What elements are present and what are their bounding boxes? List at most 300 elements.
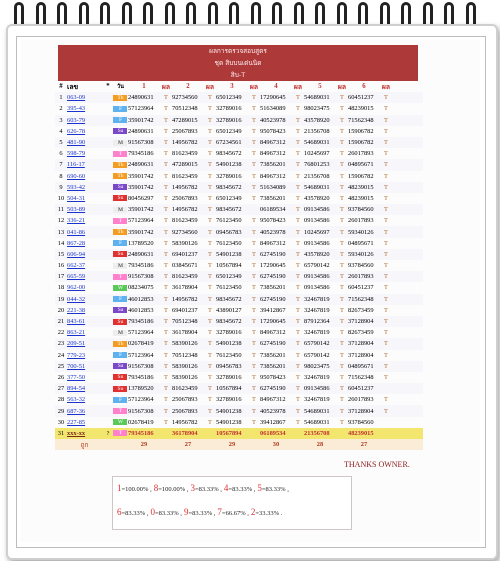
table-row bbox=[55, 249, 423, 260]
ring-icon bbox=[315, 2, 325, 26]
row-mark: T bbox=[296, 217, 300, 225]
row-value: 91567308 bbox=[128, 273, 154, 281]
row-mark: T bbox=[384, 206, 388, 214]
row-day: Th bbox=[113, 95, 127, 101]
row-date-link[interactable]: 227-85 bbox=[67, 418, 86, 426]
row-mark: T bbox=[252, 105, 256, 113]
row-mark: T bbox=[252, 139, 256, 147]
row-mark: T bbox=[296, 150, 300, 158]
row-value: 26017893 bbox=[348, 217, 374, 225]
row-mark: T bbox=[296, 318, 300, 326]
row-value: 62745190 bbox=[260, 340, 286, 348]
row-index: 10 bbox=[57, 194, 65, 202]
total-value: 48239015 bbox=[348, 429, 374, 437]
row-value: 71562348 bbox=[348, 295, 374, 303]
row-mark: T bbox=[252, 127, 256, 135]
row-date-link[interactable]: 843-61 bbox=[67, 318, 86, 326]
row-mark: T bbox=[208, 206, 212, 214]
percent-value: 30 bbox=[272, 441, 280, 449]
total-value: 10567894 bbox=[216, 429, 242, 437]
row-value: 73856201 bbox=[260, 194, 286, 202]
ring-icon bbox=[272, 2, 282, 26]
row-value: 37128904 bbox=[348, 351, 374, 359]
row-value: 32467819 bbox=[304, 295, 330, 303]
row-mark: T bbox=[208, 329, 212, 337]
stat-item bbox=[117, 483, 152, 493]
stat-percent: =83.33% , bbox=[261, 486, 289, 493]
row-value: 43578920 bbox=[304, 194, 330, 202]
row-mark: T bbox=[252, 351, 256, 359]
row-mark: T bbox=[164, 94, 168, 102]
header-mark: ผล bbox=[337, 84, 347, 92]
row-date-link[interactable]: 894-54 bbox=[67, 385, 86, 393]
row-value: 37128904 bbox=[348, 318, 374, 326]
row-mark: T bbox=[340, 340, 344, 348]
row-day: M bbox=[113, 263, 127, 269]
row-date-link[interactable]: 503-89 bbox=[67, 206, 86, 214]
percent-value: 27 bbox=[184, 441, 192, 449]
row-date-link[interactable]: 863-21 bbox=[67, 329, 86, 337]
row-mark: T bbox=[384, 139, 388, 147]
row-index: 17 bbox=[57, 273, 65, 281]
row-mark: T bbox=[252, 172, 256, 180]
row-mark: T bbox=[296, 306, 300, 314]
row-value: 57123964 bbox=[128, 396, 154, 404]
row-value: 84967312 bbox=[260, 329, 286, 337]
row-value: 70512348 bbox=[172, 105, 198, 113]
row-mark: T bbox=[340, 239, 344, 247]
ring-icon bbox=[294, 2, 304, 26]
row-value: 93784560 bbox=[348, 206, 374, 214]
row-date-link[interactable]: 867-28 bbox=[67, 239, 86, 247]
row-value: 57123964 bbox=[128, 329, 154, 337]
row-date-link[interactable]: 779-23 bbox=[67, 351, 86, 359]
row-value: 25067893 bbox=[172, 396, 198, 404]
row-day: Su bbox=[113, 374, 127, 380]
row-value: 76801253 bbox=[304, 161, 330, 169]
row-mark: T bbox=[340, 295, 344, 303]
row-mark: T bbox=[164, 250, 168, 258]
ring-icon bbox=[122, 2, 132, 26]
table-row bbox=[55, 92, 423, 103]
row-mark: T bbox=[384, 329, 388, 337]
row-mark: T bbox=[296, 362, 300, 370]
row-index: 22 bbox=[57, 329, 65, 337]
row-value: 84967312 bbox=[260, 139, 286, 147]
row-mark: T bbox=[340, 105, 344, 113]
row-value: 81623459 bbox=[172, 217, 198, 225]
stat-item bbox=[190, 483, 222, 493]
row-value: 76123450 bbox=[216, 351, 242, 359]
row-mark: T bbox=[340, 172, 344, 180]
row-day: F bbox=[113, 106, 127, 112]
row-date-link[interactable]: 563-32 bbox=[67, 396, 86, 404]
table-row bbox=[55, 327, 423, 338]
ring-icon bbox=[466, 2, 476, 26]
row-mark: T bbox=[164, 407, 168, 415]
row-value: 14956782 bbox=[172, 418, 198, 426]
row-value: 60451237 bbox=[348, 284, 374, 292]
table-row bbox=[55, 417, 423, 428]
row-day: T bbox=[113, 218, 127, 224]
row-mark: T bbox=[340, 194, 344, 202]
row-mark: T bbox=[296, 105, 300, 113]
stat-digit: 9 bbox=[183, 507, 189, 517]
row-value: 95078423 bbox=[260, 217, 286, 225]
row-value: 47289015 bbox=[172, 116, 198, 124]
row-mark: T bbox=[384, 194, 388, 202]
row-value: 93784560 bbox=[348, 418, 374, 426]
stat-item bbox=[257, 483, 289, 493]
row-mark: T bbox=[164, 362, 168, 370]
row-mark: T bbox=[164, 373, 168, 381]
row-mark: T bbox=[296, 172, 300, 180]
row-value: 98345672 bbox=[216, 318, 242, 326]
row-date-link[interactable]: 041-86 bbox=[67, 228, 86, 236]
table-row bbox=[55, 338, 423, 349]
row-value: 65012349 bbox=[216, 194, 242, 202]
table-row bbox=[55, 226, 423, 237]
row-mark: T bbox=[296, 228, 300, 236]
header-hash: # bbox=[59, 83, 63, 91]
row-day: Su bbox=[113, 195, 127, 201]
row-date-link[interactable]: 687-36 bbox=[67, 407, 86, 415]
row-mark: T bbox=[384, 217, 388, 225]
stat-item bbox=[223, 483, 256, 493]
row-value: 17290645 bbox=[260, 318, 286, 326]
row-value: 73856201 bbox=[260, 161, 286, 169]
row-date-link[interactable]: 603-79 bbox=[67, 116, 86, 124]
row-value: 79345186 bbox=[128, 262, 154, 270]
row-value: 70512348 bbox=[172, 351, 198, 359]
row-mark: T bbox=[208, 116, 212, 124]
row-mark: T bbox=[252, 385, 256, 393]
row-value: 71562348 bbox=[348, 373, 374, 381]
row-date-link[interactable]: 626-78 bbox=[67, 127, 86, 135]
percent-value: 29 bbox=[228, 441, 236, 449]
row-value: 48239015 bbox=[348, 183, 374, 191]
row-mark: T bbox=[208, 407, 212, 415]
row-date-link[interactable]: 209-51 bbox=[67, 340, 86, 348]
row-value: 32467819 bbox=[304, 306, 330, 314]
row-value: 35901742 bbox=[128, 172, 154, 180]
row-value: 81623459 bbox=[172, 385, 198, 393]
row-mark: T bbox=[296, 206, 300, 214]
row-mark: T bbox=[252, 373, 256, 381]
row-value: 58390126 bbox=[172, 340, 198, 348]
row-value: 09456783 bbox=[216, 362, 242, 370]
row-date-link[interactable]: 395-43 bbox=[67, 105, 86, 113]
row-value: 58390126 bbox=[172, 362, 198, 370]
row-date-link[interactable]: 662-37 bbox=[67, 262, 86, 270]
row-mark: T bbox=[340, 217, 344, 225]
stat-digit: 3 bbox=[190, 483, 195, 493]
row-index: 14 bbox=[57, 239, 65, 247]
row-value: 54901238 bbox=[216, 418, 242, 426]
row-date-link[interactable]: 504-31 bbox=[67, 194, 86, 202]
row-value: 76123450 bbox=[216, 239, 242, 247]
row-mark: T bbox=[296, 94, 300, 102]
row-value: 32789016 bbox=[216, 396, 242, 404]
row-value: 24890631 bbox=[128, 161, 154, 169]
stat-percent: =83.33% , bbox=[194, 486, 222, 493]
row-index: 13 bbox=[57, 228, 65, 236]
row-mark: T bbox=[296, 139, 300, 147]
row-mark: T bbox=[340, 385, 344, 393]
row-date-link[interactable]: 063-09 bbox=[67, 94, 86, 102]
stat-percent: =33.33% . bbox=[255, 510, 283, 517]
row-index: 8 bbox=[59, 172, 63, 180]
ring-icon bbox=[358, 2, 368, 26]
ring-icon bbox=[444, 2, 454, 26]
row-mark: T bbox=[164, 150, 168, 158]
table-row bbox=[55, 193, 423, 204]
row-date-link[interactable]: 665-59 bbox=[67, 273, 86, 281]
row-value: 14956782 bbox=[172, 295, 198, 303]
row-mark: T bbox=[208, 194, 212, 202]
table-row bbox=[55, 282, 423, 293]
row-mark: T bbox=[384, 161, 388, 169]
row-mark: T bbox=[208, 385, 212, 393]
row-index: 30 bbox=[57, 418, 65, 426]
header-mark: ผล bbox=[205, 84, 215, 92]
row-mark: T bbox=[252, 340, 256, 348]
row-value: 13789520 bbox=[128, 239, 154, 247]
stat-percent: =100.00% , bbox=[158, 486, 189, 493]
row-mark: T bbox=[296, 194, 300, 202]
row-value: 26017893 bbox=[348, 273, 374, 281]
stat-percent: =83.33% , bbox=[121, 510, 149, 517]
row-mark: T bbox=[164, 306, 168, 314]
row-value: 32467819 bbox=[304, 373, 330, 381]
row-value: 09456783 bbox=[216, 228, 242, 236]
row-date-link[interactable]: 116-17 bbox=[67, 161, 85, 169]
table-row bbox=[55, 103, 423, 114]
row-day: T bbox=[113, 151, 127, 157]
row-value: 15906782 bbox=[348, 139, 374, 147]
row-mark: T bbox=[384, 396, 388, 404]
stat-item bbox=[153, 483, 189, 493]
row-mark: T bbox=[340, 150, 344, 158]
row-mark: T bbox=[296, 161, 300, 169]
row-value: 46012853 bbox=[128, 306, 154, 314]
row-value: 60451237 bbox=[348, 385, 374, 393]
stat-item bbox=[117, 507, 149, 517]
table-row bbox=[55, 405, 423, 416]
thanks-text: THANKS OWNER. bbox=[344, 460, 410, 469]
row-mark: T bbox=[164, 194, 168, 202]
table-row bbox=[55, 126, 423, 137]
row-day: Sa bbox=[113, 184, 127, 190]
row-mark: T bbox=[340, 329, 344, 337]
row-mark: T bbox=[384, 318, 388, 326]
row-index: 15 bbox=[57, 250, 65, 258]
row-index: 12 bbox=[57, 217, 65, 225]
row-value: 37128904 bbox=[348, 407, 374, 415]
row-mark: T bbox=[208, 340, 212, 348]
stat-percent: =83.33% , bbox=[228, 486, 256, 493]
row-value: 54689031 bbox=[304, 407, 330, 415]
row-mark: T bbox=[340, 94, 344, 102]
row-value: 71562348 bbox=[348, 116, 374, 124]
title-line-2: ชุด สิบบนเด่นนิด bbox=[214, 59, 262, 67]
stats-line-2 bbox=[117, 507, 284, 517]
row-index: 29 bbox=[57, 407, 65, 415]
row-mark: T bbox=[208, 306, 212, 314]
total-value: 06189534 bbox=[260, 429, 286, 437]
row-value: 62745190 bbox=[260, 273, 286, 281]
row-value: 09134586 bbox=[304, 284, 330, 292]
row-value: 69401237 bbox=[172, 250, 198, 258]
row-mark: T bbox=[164, 396, 168, 404]
row-value: 92734560 bbox=[172, 94, 198, 102]
row-day: Su bbox=[113, 251, 127, 257]
row-mark: T bbox=[340, 362, 344, 370]
row-index: 2 bbox=[59, 105, 63, 113]
ring-icon bbox=[208, 2, 218, 26]
row-date-link[interactable]: 700-51 bbox=[67, 362, 86, 370]
row-mark: T bbox=[296, 396, 300, 404]
total-index: 31 bbox=[57, 429, 65, 437]
row-index: 21 bbox=[57, 318, 65, 326]
row-index: 24 bbox=[57, 351, 65, 359]
title-banner bbox=[58, 45, 418, 81]
row-value: 25067893 bbox=[172, 407, 198, 415]
row-value: 73856201 bbox=[260, 362, 286, 370]
row-mark: T bbox=[296, 262, 300, 270]
table-row bbox=[55, 350, 423, 361]
row-value: 62745190 bbox=[260, 295, 286, 303]
row-date-link[interactable]: 481-90 bbox=[67, 139, 86, 147]
table-row bbox=[55, 115, 423, 126]
row-value: 32789016 bbox=[216, 373, 242, 381]
row-date-link[interactable]: 221-38 bbox=[67, 306, 86, 314]
row-mark: T bbox=[208, 318, 212, 326]
row-value: 04895671 bbox=[348, 161, 374, 169]
row-value: 51634089 bbox=[260, 183, 286, 191]
row-value: 14956782 bbox=[172, 139, 198, 147]
row-date-link[interactable]: 336-21 bbox=[67, 217, 86, 225]
row-value: 82673459 bbox=[348, 329, 374, 337]
row-value: 35901742 bbox=[128, 228, 154, 236]
row-mark: T bbox=[164, 217, 168, 225]
stat-item bbox=[217, 507, 249, 517]
row-mark: T bbox=[208, 127, 212, 135]
row-mark: T bbox=[384, 239, 388, 247]
ring-icon bbox=[36, 2, 46, 26]
row-date-link[interactable]: 690-60 bbox=[67, 172, 86, 180]
table-row bbox=[55, 182, 423, 193]
row-mark: T bbox=[340, 139, 344, 147]
row-index: 25 bbox=[57, 362, 65, 370]
row-mark: T bbox=[384, 295, 388, 303]
row-mark: T bbox=[208, 105, 212, 113]
stat-item bbox=[250, 507, 283, 517]
row-mark: T bbox=[384, 127, 388, 135]
row-value: 21356708 bbox=[304, 172, 330, 180]
row-mark: T bbox=[384, 262, 388, 270]
title-line-3: สิบ-T bbox=[230, 71, 246, 79]
table-header bbox=[55, 81, 423, 92]
ring-icon bbox=[380, 2, 390, 26]
row-value: 95078423 bbox=[260, 127, 286, 135]
row-date-link[interactable]: 962-00 bbox=[67, 284, 86, 292]
row-value: 67234561 bbox=[216, 139, 242, 147]
row-value: 21356708 bbox=[304, 127, 330, 135]
row-index: 23 bbox=[57, 340, 65, 348]
row-value: 98345672 bbox=[216, 150, 242, 158]
stat-digit: 6 bbox=[117, 507, 122, 517]
row-index: 9 bbox=[59, 183, 63, 191]
row-value: 59340126 bbox=[348, 228, 374, 236]
total-value: 36178904 bbox=[172, 429, 198, 437]
total-date-link[interactable]: xxx-xx bbox=[67, 429, 86, 437]
row-mark: T bbox=[340, 273, 344, 281]
row-mark: T bbox=[208, 396, 212, 404]
row-mark: T bbox=[296, 407, 300, 415]
stat-percent: =66.67% , bbox=[221, 510, 249, 517]
header-mark: ผล bbox=[293, 84, 303, 92]
row-mark: T bbox=[164, 161, 168, 169]
row-value: 93784560 bbox=[348, 262, 374, 270]
row-value: 48239015 bbox=[348, 105, 374, 113]
row-date-link[interactable]: 593-42 bbox=[67, 183, 86, 191]
row-day: F bbox=[113, 117, 127, 123]
header-col-6: 6 bbox=[362, 83, 366, 91]
row-mark: T bbox=[164, 329, 168, 337]
row-index: 27 bbox=[57, 385, 65, 393]
percent-value: 27 bbox=[360, 441, 368, 449]
table-row bbox=[55, 238, 423, 249]
row-mark: T bbox=[208, 150, 212, 158]
row-value: 47289015 bbox=[172, 161, 198, 169]
row-value: 65790142 bbox=[304, 262, 330, 270]
total-value: 79345186 bbox=[128, 429, 154, 437]
row-date-link[interactable]: 377-50 bbox=[67, 373, 86, 381]
row-mark: T bbox=[252, 362, 256, 370]
header-mark: ผล bbox=[249, 84, 259, 92]
row-date-link[interactable]: 044-32 bbox=[67, 295, 86, 303]
row-mark: T bbox=[296, 418, 300, 426]
percent-label: ถูก bbox=[80, 441, 89, 449]
row-mark: T bbox=[164, 295, 168, 303]
row-day: Th bbox=[113, 162, 127, 168]
row-mark: T bbox=[340, 183, 344, 191]
row-value: 58390126 bbox=[172, 239, 198, 247]
row-day: M bbox=[113, 207, 127, 213]
row-value: 15906782 bbox=[348, 172, 374, 180]
row-mark: T bbox=[208, 262, 212, 270]
row-mark: T bbox=[164, 340, 168, 348]
row-date-link[interactable]: 606-94 bbox=[67, 250, 86, 258]
table-row bbox=[55, 394, 423, 405]
results-table bbox=[55, 81, 423, 450]
row-mark: T bbox=[208, 161, 212, 169]
row-date-link[interactable]: 598-79 bbox=[67, 150, 86, 158]
row-value: 25067893 bbox=[172, 194, 198, 202]
row-day: Su bbox=[113, 386, 127, 392]
row-value: 08234075 bbox=[128, 284, 154, 292]
row-index: 26 bbox=[57, 373, 65, 381]
row-mark: T bbox=[164, 228, 168, 236]
row-mark: T bbox=[164, 318, 168, 326]
stat-digit: 8 bbox=[153, 483, 159, 493]
row-mark: T bbox=[340, 318, 344, 326]
row-value: 36178904 bbox=[172, 329, 198, 337]
row-value: 69401237 bbox=[172, 306, 198, 314]
row-mark: T bbox=[296, 340, 300, 348]
table-row bbox=[55, 383, 423, 394]
